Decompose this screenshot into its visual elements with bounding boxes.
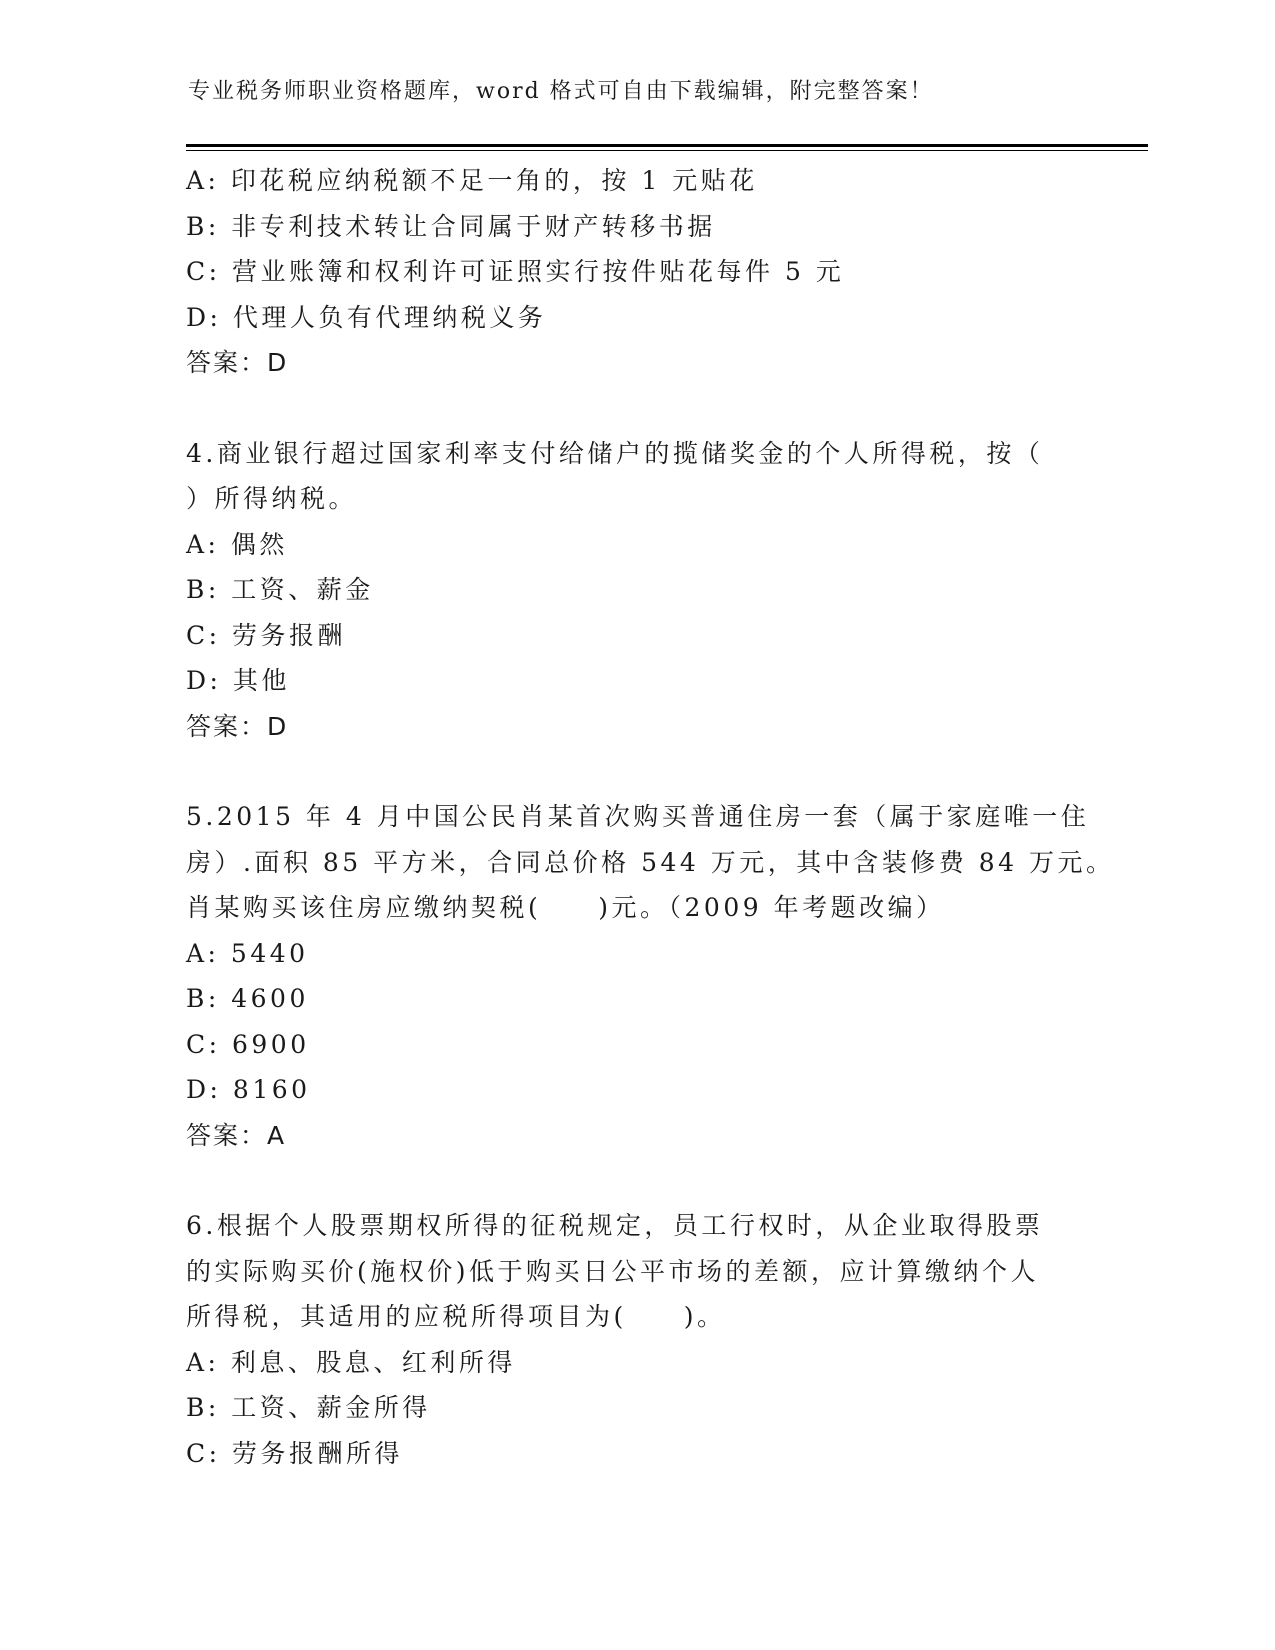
option-a: A: 利息、股息、红利所得 <box>186 1347 516 1377</box>
answer: 答案：D <box>186 711 289 741</box>
spacer <box>186 749 1086 794</box>
question-5 <box>186 794 1115 1158</box>
question-stem-line: 肖某购买该住房应缴纳契税( )元。（2009 年考题改编） <box>186 893 945 922</box>
option-d: D: 其他 <box>186 666 290 695</box>
option-c: C: 劳务报酬 <box>186 620 346 650</box>
answer: 答案：A <box>186 1120 287 1150</box>
question-stem-line: 的实际购买价(施权价)低于购买日公平市场的差额，应计算缴纳个人 <box>186 1256 1040 1286</box>
option-d: D: 8160 <box>186 1075 311 1104</box>
option-b: B: 非专利技术转让合同属于财产转移书据 <box>186 211 716 241</box>
question-4 <box>186 431 1086 750</box>
option-d: D: 代理人负有代理纳税义务 <box>186 302 547 332</box>
question-stem-line: 房）.面积 85 平方米，合同总价格 544 万元，其中含装修费 84 万元。 <box>186 847 1115 877</box>
question-stem-line: 所得税，其适用的应税所得项目为( )。 <box>186 1302 726 1331</box>
question-3 <box>186 158 1086 386</box>
option-b: B: 工资、薪金所得 <box>186 1393 431 1422</box>
option-a: A: 偶然 <box>186 529 288 559</box>
question-stem-line: ）所得纳税。 <box>186 484 358 513</box>
question-stem-line: 6.根据个人股票期权所得的征税规定，员工行权时，从企业取得股票 <box>186 1211 1044 1240</box>
header-divider <box>186 144 1148 147</box>
option-a: A: 5440 <box>186 938 309 968</box>
option-c: C: 6900 <box>186 1029 310 1059</box>
page-header: 专业税务师职业资格题库，word 格式可自由下载编辑，附完整答案！ <box>188 79 934 104</box>
answer: 答案：D <box>186 348 289 377</box>
question-stem-line: 5.2015 年 4 月中国公民肖某首次购买普通住房一套（属于家庭唯一住 <box>186 802 1090 831</box>
spacer <box>186 1158 1086 1203</box>
spacer <box>186 386 1086 431</box>
question-stem-line: 4.商业银行超过国家利率支付给储户的揽储奖金的个人所得税，按（ <box>186 438 1044 468</box>
option-c: C: 营业账簿和权利许可证照实行按件贴花每件 5 元 <box>186 257 845 286</box>
question-list <box>186 158 1115 1476</box>
question-6 <box>186 1203 1086 1476</box>
option-b: B: 工资、薪金 <box>186 575 374 604</box>
option-a: A: 印花税应纳税额不足一角的，按 1 元贴花 <box>186 166 758 195</box>
option-c: C: 劳务报酬所得 <box>186 1438 403 1468</box>
option-b: B: 4600 <box>186 984 309 1013</box>
